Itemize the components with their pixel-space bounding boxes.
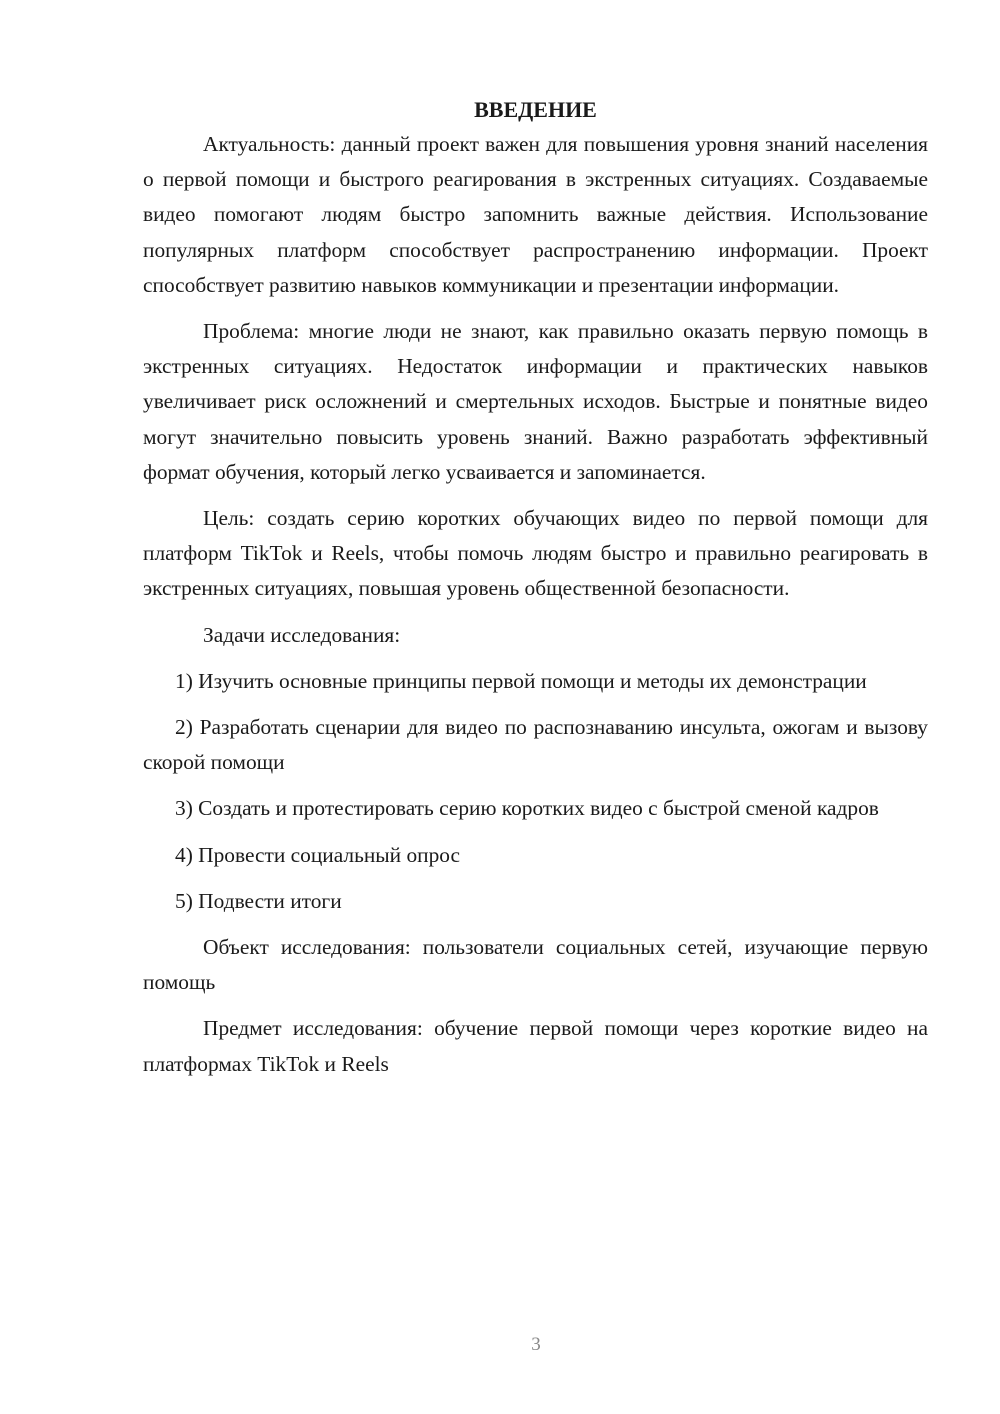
relevance-paragraph: Актуальность: данный проект важен для повышения уровня знаний населения о первой помощи и быстрого реагирования в экстренных ситуациях. Создаваемые видео помогают людям быстро запомнить важные действия. Использование популярных платформ способствует распространению информации. Проект способствует развитию навыков коммуникации и презентации информации. — [143, 132, 928, 297]
tasks-heading: Задачи исследования: — [203, 622, 401, 647]
task-item-1: 1) Изучить основные принципы первой помощи и методы их демонстрации — [175, 668, 867, 693]
task-item-2: 2) Разработать сценарии для видео по распознаванию инсульта, ожогам и вызову скорой помощи — [143, 715, 928, 775]
page-number: 3 — [531, 1334, 541, 1355]
task-item-5: 5) Подвести итоги — [175, 888, 342, 913]
goal-paragraph: Цель: создать серию коротких обучающих видео по первой помощи для платформ TikTok и Reels, чтобы помочь людям быстро и правильно реагировать в экстренных ситуациях, повышая уровень общественной безопасности. — [143, 506, 928, 601]
subject-paragraph: Предмет исследования: обучение первой помощи через короткие видео на платформах TikTok и Reels — [143, 1016, 928, 1076]
document-page — [143, 92, 928, 1093]
section-title: ВВЕДЕНИЕ — [474, 97, 597, 122]
task-item-3: 3) Создать и протестировать серию коротких видео с быстрой сменой кадров — [175, 796, 879, 821]
problem-paragraph: Проблема: многие люди не знают, как правильно оказать первую помощь в экстренных ситуациях. Недостаток информации и практических навыков увеличивает риск осложнений и смертельных исходов. Быстрые и понятные видео могут значительно повысить уровень знаний. Важно разработать эффективный формат обучения, который легко усваивается и запоминается. — [143, 319, 928, 484]
task-item-4: 4) Провести социальный опрос — [175, 842, 461, 867]
object-paragraph: Объект исследования: пользователи социальных сетей, изучающие первую помощь — [143, 935, 928, 995]
